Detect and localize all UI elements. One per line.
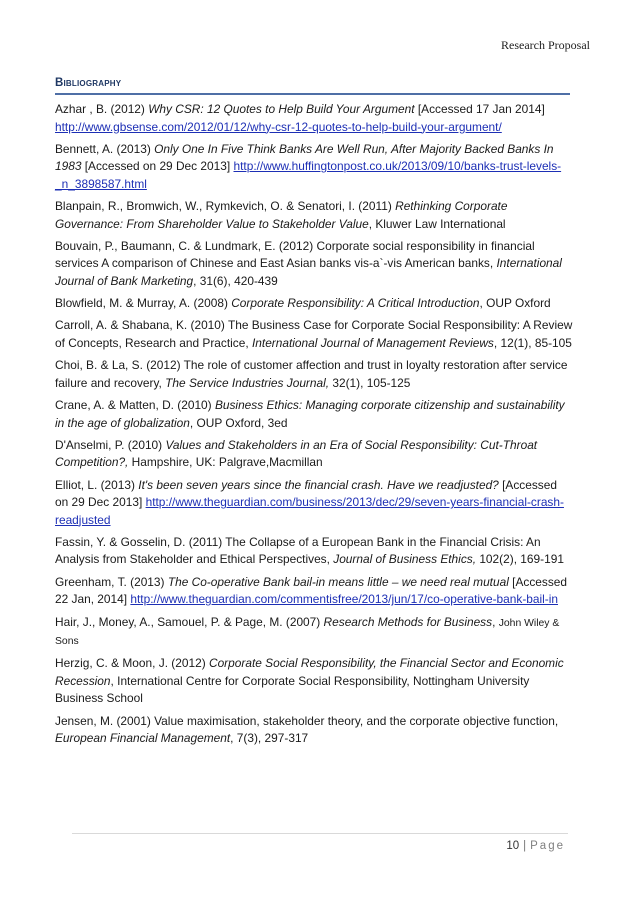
bibliography-entry — [55, 655, 573, 708]
section-heading: Bibliography — [55, 77, 570, 95]
reference-text: , International Centre for Corporate Social Responsibility, Nottingham University Business School — [55, 673, 530, 706]
reference-text: [Accessed 17 Jan 2014] — [414, 102, 545, 116]
reference-title: The Service Industries Journal, — [165, 375, 330, 390]
reference-text: , 31(6), 420-439 — [193, 273, 278, 288]
bibliography-entry — [55, 238, 573, 291]
bibliography-entry — [55, 357, 573, 392]
page-footer — [506, 840, 565, 852]
reference-text: Blanpain, R., Bromwich, W., Rymkevich, O. & Senatori, I. (2011) — [55, 199, 396, 214]
reference-title: The Co-operative Bank bail-in means little – we need real mutual — [167, 574, 509, 589]
reference-title: Corporate Responsibility: A Critical Introduction — [231, 296, 480, 311]
reference-link[interactable]: http://www.gbsense.com/2012/01/12/why-csr-12-quotes-to-help-build-your-argument/ — [55, 119, 502, 134]
reference-title: Only One In Five Think Banks Are Well Run, After Majority Backed Banks In 1983 — [55, 141, 554, 174]
bibliography-entry — [55, 295, 573, 313]
reference-title: Journal of Business Ethics, — [333, 552, 477, 567]
reference-text: , Kluwer Law International — [368, 216, 506, 231]
reference-title: It's been seven years since the financial crash. Have we readjusted? — [138, 477, 499, 492]
reference-text: Fassin, Y. & Gosselin, D. (2011) The Collapse of a European Bank in the Financial Crisis: An Analysis from Stakeholder and Ethical Perspectives, — [55, 534, 541, 567]
reference-text: 102(2), 169-191 — [476, 552, 564, 567]
reference-link[interactable]: http://www.theguardian.com/commentisfree/2013/jun/17/co-operative-bank-bail-in — [130, 592, 559, 607]
reference-text: Azhar , B. (2012) — [55, 102, 149, 116]
bibliography-entry — [55, 713, 573, 748]
bibliography-entry — [55, 198, 573, 233]
reference-text: Bouvain, P., Baumann, C. & Lundmark, E. (2012) Corporate social responsibility in financial services A comparison of Chinese and East Asian banks vis-a`-vis American banks, — [55, 238, 535, 271]
bibliography-entry — [55, 477, 573, 530]
bibliography-entry — [55, 437, 573, 472]
reference-text: [Accessed on 29 Dec 2013] — [55, 477, 557, 510]
reference-text: Elliot, L. (2013) — [55, 477, 139, 492]
reference-title: Why CSR: 12 Quotes to Help Build Your Argument — [148, 102, 415, 116]
reference-text: Hair, J., Money, A., Samouel, P. & Page, M. (2007) — [55, 614, 324, 629]
reference-title: Business Ethics: Managing corporate citizenship and sustainability in the age of globalization — [55, 398, 565, 430]
bibliography-entry — [55, 141, 573, 194]
bibliography-entry — [55, 397, 573, 432]
reference-text: , — [492, 614, 499, 629]
reference-text: Jensen, M. (2001) Value maximisation, stakeholder theory, and the corporate objective function, — [55, 713, 559, 728]
reference-text: , 12(1), 85-105 — [493, 335, 572, 350]
reference-text: Bennett, A. (2013) — [55, 141, 155, 156]
reference-title: International Journal of Management Reviews — [251, 335, 494, 350]
reference-text: , OUP Oxford, 3ed — [189, 415, 288, 430]
footer-divider — [72, 833, 568, 834]
running-header: Research Proposal — [501, 38, 590, 52]
bibliography-list — [55, 101, 573, 752]
footer-separator: | — [523, 840, 527, 852]
reference-title: Rethinking Corporate Governance: From Shareholder Value to Stakeholder Value — [55, 199, 508, 231]
page-number: 10 — [506, 840, 520, 852]
reference-text: , OUP Oxford — [479, 296, 551, 311]
reference-text: Carroll, A. & Shabana, K. (2010) The Business Case for Corporate Social Responsibility: A Review of Concepts, Research and Practice, — [55, 318, 573, 350]
reference-text: 32(1), 105-125 — [329, 375, 411, 390]
reference-title: Research Methods for Business — [323, 614, 493, 629]
reference-text: Blowfield, M. & Murray, A. (2008) — [55, 296, 232, 311]
reference-text: Crane, A. & Matten, D. (2010) — [55, 398, 215, 413]
reference-title: Values and Stakeholders in an Era of Social Responsibility: Cut-Throat Competition?, — [55, 437, 538, 470]
reference-text: Choi, B. & La, S. (2012) The role of customer affection and trust in loyalty restoration after service failure and recovery, — [55, 358, 568, 390]
reference-link[interactable]: http://www.huffingtonpost.co.uk/2013/09/10/banks-trust-levels-_n_3898587.html — [55, 159, 562, 191]
bibliography-entry — [55, 101, 573, 136]
bibliography-entry — [55, 614, 573, 651]
reference-title: Corporate Social Responsibility, the Financial Sector and Economic Recession — [55, 656, 564, 688]
reference-text: Herzig, C. & Moon, J. (2012) — [55, 656, 209, 671]
reference-title: International Journal of Bank Marketing — [55, 256, 562, 288]
reference-text: Hampshire, UK: Palgrave,Macmillan — [128, 455, 323, 470]
reference-title: European Financial Management — [55, 731, 231, 746]
bibliography-entry — [55, 534, 573, 569]
reference-publisher: John Wiley & Sons — [55, 617, 560, 648]
reference-text: [Accessed 22 Jan, 2014] — [55, 574, 568, 607]
bibliography-entry — [55, 574, 573, 609]
page-label: Page — [530, 840, 565, 852]
reference-link[interactable]: http://www.theguardian.com/business/2013/dec/29/seven-years-financial-crash-readjusted — [55, 495, 564, 527]
reference-text: [Accessed on 29 Dec 2013] — [81, 159, 234, 174]
bibliography-entry — [55, 317, 573, 352]
reference-text: Greenham, T. (2013) — [55, 574, 168, 589]
reference-text: , 7(3), 297-317 — [230, 731, 309, 746]
reference-text: D'Anselmi, P. (2010) — [55, 437, 166, 452]
